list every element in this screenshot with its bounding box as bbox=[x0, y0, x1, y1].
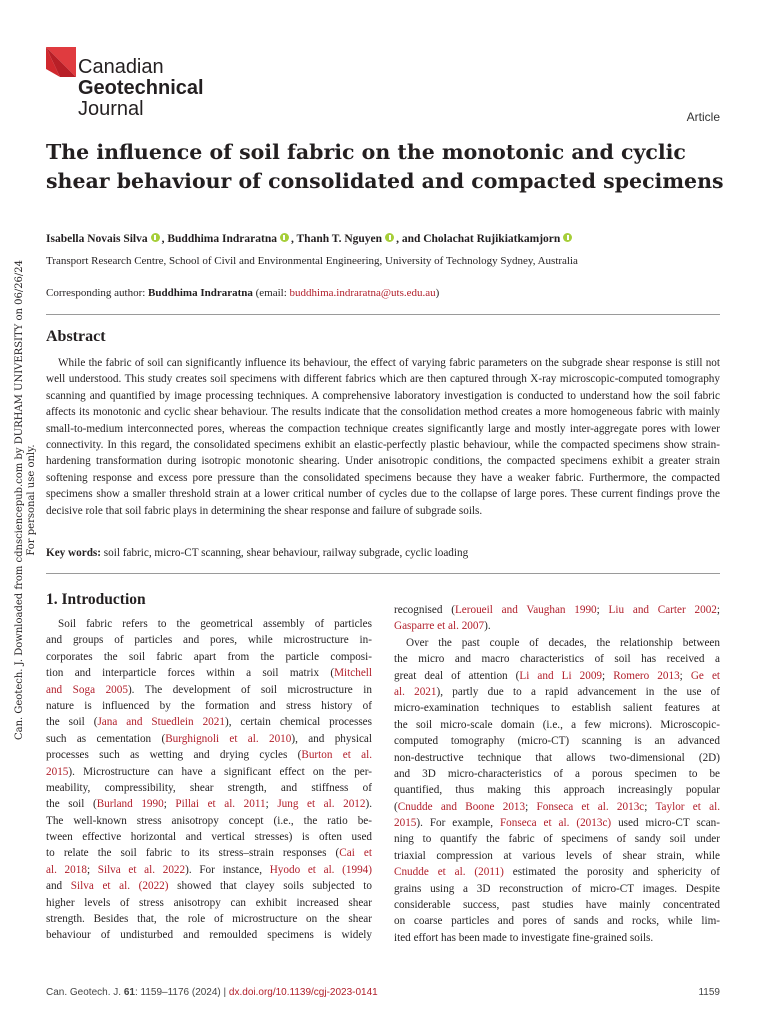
text-segment: quantified, thus making this approach increasingly popular bbox=[394, 784, 720, 797]
text-line bbox=[46, 813, 372, 829]
text-segment: considerable success, past studies have mainly concentrated bbox=[394, 899, 720, 912]
citation-link[interactable]: Taylor et al. bbox=[655, 800, 720, 813]
keywords-label: Key words: bbox=[46, 547, 101, 559]
text-line bbox=[394, 668, 720, 684]
text-line bbox=[46, 682, 372, 698]
citation-pages: : 1159–1176 (2024) | bbox=[134, 987, 229, 998]
citation-link[interactable]: Leroueil and Vaughan 1990 bbox=[454, 604, 597, 616]
author-name[interactable]: Isabella Novais Silva bbox=[46, 233, 148, 245]
citation-link[interactable]: Cnudde and Boone 2013 bbox=[397, 800, 526, 813]
text-segment: on coarse particles and pores of sands and rocks, while lim- bbox=[394, 915, 720, 928]
download-watermark bbox=[14, 230, 38, 770]
citation-link[interactable]: Pillai et al. 2011 bbox=[175, 798, 266, 811]
text-segment: ). For example, bbox=[416, 817, 500, 830]
citation-link[interactable]: Cai et bbox=[339, 847, 372, 860]
text-segment: ; bbox=[602, 669, 614, 682]
text-segment: ; bbox=[86, 863, 98, 876]
text-segment: computed tomography (micro-CT) scanning is an advanced bbox=[394, 735, 720, 748]
text-segment: ). bbox=[365, 798, 372, 811]
divider bbox=[46, 573, 720, 574]
citation-link[interactable]: Silva et al. 2022 bbox=[97, 863, 186, 876]
text-line bbox=[394, 700, 720, 716]
text-line bbox=[46, 862, 372, 878]
orcid-icon[interactable] bbox=[280, 233, 289, 242]
citation-link[interactable]: Gasparre et al. 2007 bbox=[394, 620, 485, 633]
text-line bbox=[394, 733, 720, 749]
orcid-icon[interactable] bbox=[151, 233, 160, 242]
author-name[interactable]: Cholachat Rujikiatkamjorn bbox=[423, 233, 561, 245]
text-line bbox=[46, 878, 372, 894]
text-segment: the micro and macro characteristics of soil has received a bbox=[394, 653, 720, 666]
text-line bbox=[394, 897, 720, 913]
author-name[interactable]: Thanh T. Nguyen bbox=[296, 233, 383, 245]
abstract-heading: Abstract bbox=[46, 328, 106, 345]
citation-link[interactable]: Romero 2013 bbox=[613, 669, 680, 682]
text-segment: ), certain chemical processes bbox=[224, 716, 372, 729]
divider bbox=[46, 314, 720, 315]
text-line bbox=[46, 796, 372, 812]
citation-link[interactable]: Li and Li 2009 bbox=[519, 669, 603, 682]
download-note-line2: For personal use only. bbox=[26, 444, 37, 556]
text-line bbox=[394, 651, 720, 667]
text-line bbox=[46, 747, 372, 763]
author-separator: , and bbox=[396, 233, 424, 245]
text-line bbox=[394, 618, 720, 634]
text-segment: behaviour of undisturbed and remoulded specimens is widely bbox=[46, 929, 372, 942]
text-segment: higher levels of stress anisotropy can exhibit increased shear bbox=[46, 896, 372, 909]
text-segment: ; bbox=[596, 604, 609, 616]
text-segment: ; bbox=[644, 800, 656, 813]
text-line bbox=[46, 731, 372, 747]
text-line bbox=[394, 782, 720, 798]
text-segment: ). Microstructure can have a significant effect on the per- bbox=[68, 765, 372, 778]
citation-link[interactable]: Liu and Carter 2002 bbox=[608, 604, 717, 616]
citation-volume: 61 bbox=[123, 987, 135, 998]
text-segment: ; bbox=[163, 798, 176, 811]
citation-link[interactable]: Hyodo et al. (1994) bbox=[269, 863, 372, 876]
author-name[interactable]: Buddhima Indraratna bbox=[167, 233, 277, 245]
journal-logo-icon bbox=[46, 47, 76, 77]
email-suffix: ) bbox=[435, 287, 440, 299]
text-segment: ; bbox=[679, 669, 691, 682]
text-segment: great deal of attention ( bbox=[394, 669, 520, 682]
citation-prefix: Can. Geotech. J. bbox=[46, 987, 124, 998]
citation-link[interactable]: Silva et al. (2022) bbox=[70, 880, 169, 893]
text-segment: ). bbox=[484, 620, 491, 633]
text-segment: strength. Besides that, the role of microstructure on the shear bbox=[46, 913, 372, 926]
text-line bbox=[46, 616, 372, 632]
text-segment: used micro-CT scan- bbox=[611, 817, 720, 830]
text-segment: such as cementation ( bbox=[46, 732, 166, 745]
author-list bbox=[46, 233, 574, 245]
affiliation: Transport Research Centre, School of Civil and Environmental Engineering, University of Technology Sydney, Australia bbox=[46, 255, 578, 267]
text-line bbox=[46, 632, 372, 648]
text-line bbox=[394, 881, 720, 897]
citation-link[interactable]: and Soga 2005 bbox=[46, 683, 128, 696]
body-column-left bbox=[46, 616, 372, 944]
text-segment: non-destructive technique that allows two-dimensional (2D) bbox=[394, 751, 720, 764]
orcid-icon[interactable] bbox=[385, 233, 394, 242]
footer-citation bbox=[46, 987, 378, 998]
text-line bbox=[394, 913, 720, 929]
text-segment: ited effort has been made to investigate fine-grained soils. bbox=[394, 931, 654, 944]
doi-link[interactable]: dx.doi.org/10.1139/cgj-2023-0141 bbox=[228, 987, 378, 998]
keywords-text: soil fabric, micro-CT scanning, shear behaviour, railway subgrade, cyclic loading bbox=[101, 547, 469, 559]
journal-name-line1: Canadian bbox=[78, 56, 164, 78]
text-line bbox=[394, 602, 720, 618]
citation-link[interactable]: 2015 bbox=[394, 817, 417, 830]
orcid-icon[interactable] bbox=[563, 233, 572, 242]
text-line bbox=[394, 848, 720, 864]
page-number: 1159 bbox=[698, 987, 720, 998]
text-segment: ; bbox=[265, 798, 278, 811]
text-line bbox=[394, 799, 720, 815]
text-segment: the soil ( bbox=[46, 798, 97, 811]
text-segment: showed that clayey soils subjected to bbox=[168, 880, 372, 893]
text-segment: Over the past couple of decades, the relationship between bbox=[406, 636, 720, 649]
text-line bbox=[46, 895, 372, 911]
citation-link[interactable]: Ge et bbox=[690, 669, 720, 682]
citation-link[interactable]: Burland 1990 bbox=[96, 798, 164, 811]
journal-name-line3: Journal bbox=[78, 98, 144, 120]
text-segment: nature is influenced by the formation and stress history of bbox=[46, 699, 372, 712]
section-heading-introduction: 1. Introduction bbox=[46, 591, 146, 608]
text-segment: ), partly due to a rapid advancement in the use of bbox=[436, 685, 720, 698]
citation-link[interactable]: Jung et al. 2012 bbox=[277, 798, 366, 811]
text-line bbox=[394, 831, 720, 847]
text-segment: the soil micro-scale domain (i.e., a few microns). Microscopic- bbox=[394, 718, 720, 731]
citation-link[interactable]: 2015 bbox=[46, 765, 69, 778]
text-line bbox=[394, 684, 720, 700]
text-segment: ), and physical bbox=[291, 732, 372, 745]
text-segment: ). For instance, bbox=[185, 863, 270, 876]
text-line bbox=[394, 815, 720, 831]
text-segment: the soil ( bbox=[46, 716, 98, 729]
text-segment: tween effective horizontal and vertical stresses) is often used bbox=[46, 831, 372, 844]
text-segment: triaxial compression at various levels of shear strain, while bbox=[394, 849, 720, 862]
citation-link[interactable]: Burton et al. bbox=[301, 749, 372, 762]
text-line bbox=[394, 717, 720, 733]
citation-link[interactable]: Mitchell bbox=[334, 667, 372, 680]
text-segment: corporates the soil fabric apart from the particle composi- bbox=[46, 650, 372, 663]
abstract-text: While the fabric of soil can significantly influence its behaviour, the effect of varying fabric parameters on the subgrade shear response is still not well understood. This study creates soil specimens with different fabrics which are then captured through X-ray microscopic-computed tomography scanning and quantified by image processing techniques. A comprehensive laboratory investigation is conducted to understand how the soil fabric affects its monotonic and cyclic shear behaviour. The results indicate that the consolidation method creates a more homogeneous fabric with mainly small-to-medium interconnected pores, whereas the compaction technique creates significantly large and mostly inter-aggregate pores with lower connectivity. In this regard, the consolidated specimens exhibit an elastic-perfectly plastic behaviour, while the compacted specimens show strain-hardening transformation during isotropic monotonic shearing. Under anisotropic conditions, the compacted specimens exhibit a greater strain softening response and excess pore pressure than the consolidated specimens because they have a weaker fabric. Furthermore, the compacted specimens show a smaller threshold strain at a lower critical number of cycles due to the collapse of large pores. These current findings prove the decisive role that soil fabric plays in determining the shear response and failure of subgrade soils. bbox=[46, 357, 720, 517]
text-segment: and 3D micro-characteristics of a porous specimen to be bbox=[394, 767, 720, 780]
text-line bbox=[394, 766, 720, 782]
text-segment: micro-examination techniques to establish salient features at bbox=[394, 702, 720, 715]
text-segment: ). The development of soil microstructure in bbox=[127, 683, 372, 696]
body-column-right bbox=[394, 602, 720, 946]
text-segment: and bbox=[46, 880, 71, 893]
text-segment: tion and interparticle forces within a soil matrix ( bbox=[46, 667, 335, 680]
text-segment: ( bbox=[394, 800, 398, 813]
corresponding-label: Corresponding author: bbox=[46, 287, 149, 299]
citation-link[interactable]: Burghignoli et al. 2010 bbox=[165, 732, 292, 745]
text-segment: Soil fabric refers to the geometrical assembly of particles bbox=[58, 618, 372, 630]
download-note-line1: Can. Geotech. J. Downloaded from cdnsciencepub.com by DURHAM UNIVERSITY on 06/26/24 bbox=[14, 259, 25, 741]
text-segment: ; bbox=[525, 800, 537, 813]
article-title: The influence of soil fabric on the monotonic and cyclic shear behaviour of consolidated and compacted specimens bbox=[46, 140, 724, 193]
text-line bbox=[46, 927, 372, 943]
journal-name bbox=[78, 57, 204, 120]
citation-link[interactable]: Jana and Stuedlein 2021 bbox=[97, 716, 225, 729]
text-line bbox=[394, 864, 720, 880]
text-line bbox=[394, 750, 720, 766]
text-segment: processes such as wetting and drying cycles ( bbox=[46, 749, 302, 762]
article-type: Article bbox=[686, 110, 720, 124]
text-segment: The well-known stress anisotropy concept (i.e., the ratio be- bbox=[46, 814, 372, 827]
text-line bbox=[46, 780, 372, 796]
text-segment: estimated the porosity and sphericity of bbox=[503, 866, 720, 879]
text-segment: ; bbox=[716, 604, 720, 616]
text-line bbox=[46, 665, 372, 681]
text-segment: meability, compressibility, shear strength, and stiffness of bbox=[46, 781, 372, 794]
text-line bbox=[46, 698, 372, 714]
text-line bbox=[46, 649, 372, 665]
text-line bbox=[394, 930, 720, 946]
corresponding-name: Buddhima Indraratna bbox=[148, 287, 253, 299]
text-line bbox=[46, 714, 372, 730]
text-line bbox=[46, 911, 372, 927]
citation-link[interactable]: Fonseca et al. (2013c) bbox=[499, 817, 612, 830]
text-line bbox=[46, 764, 372, 780]
text-line bbox=[394, 635, 720, 651]
keywords bbox=[46, 547, 468, 559]
text-segment: recognised ( bbox=[394, 604, 455, 616]
text-segment: and groups of particles and pores, while microstructure in- bbox=[46, 634, 372, 647]
text-segment: to relate the soil fabric to its stress–strain responses ( bbox=[46, 847, 340, 860]
citation-link[interactable]: Cnudde et al. (2011) bbox=[394, 866, 504, 879]
text-segment: grains using a 3D reconstruction of micro-CT images. Despite bbox=[394, 882, 720, 895]
text-line bbox=[46, 829, 372, 845]
citation-link[interactable]: Fonseca et al. 2013c bbox=[536, 800, 645, 813]
text-segment: ning to quantify the fabric of specimens of sandy soil under bbox=[394, 833, 720, 846]
citation-link[interactable]: al. 2021 bbox=[394, 685, 437, 698]
email-link[interactable]: buddhima.indraratna@uts.edu.au bbox=[289, 287, 436, 299]
citation-link[interactable]: al. 2018 bbox=[46, 863, 87, 876]
journal-name-line2: Geotechnical bbox=[78, 77, 204, 99]
author-separator: , bbox=[290, 233, 297, 245]
text-line bbox=[46, 845, 372, 861]
corresponding-author bbox=[46, 287, 439, 299]
email-prefix: (email: bbox=[252, 287, 290, 299]
author-separator: , bbox=[161, 233, 168, 245]
